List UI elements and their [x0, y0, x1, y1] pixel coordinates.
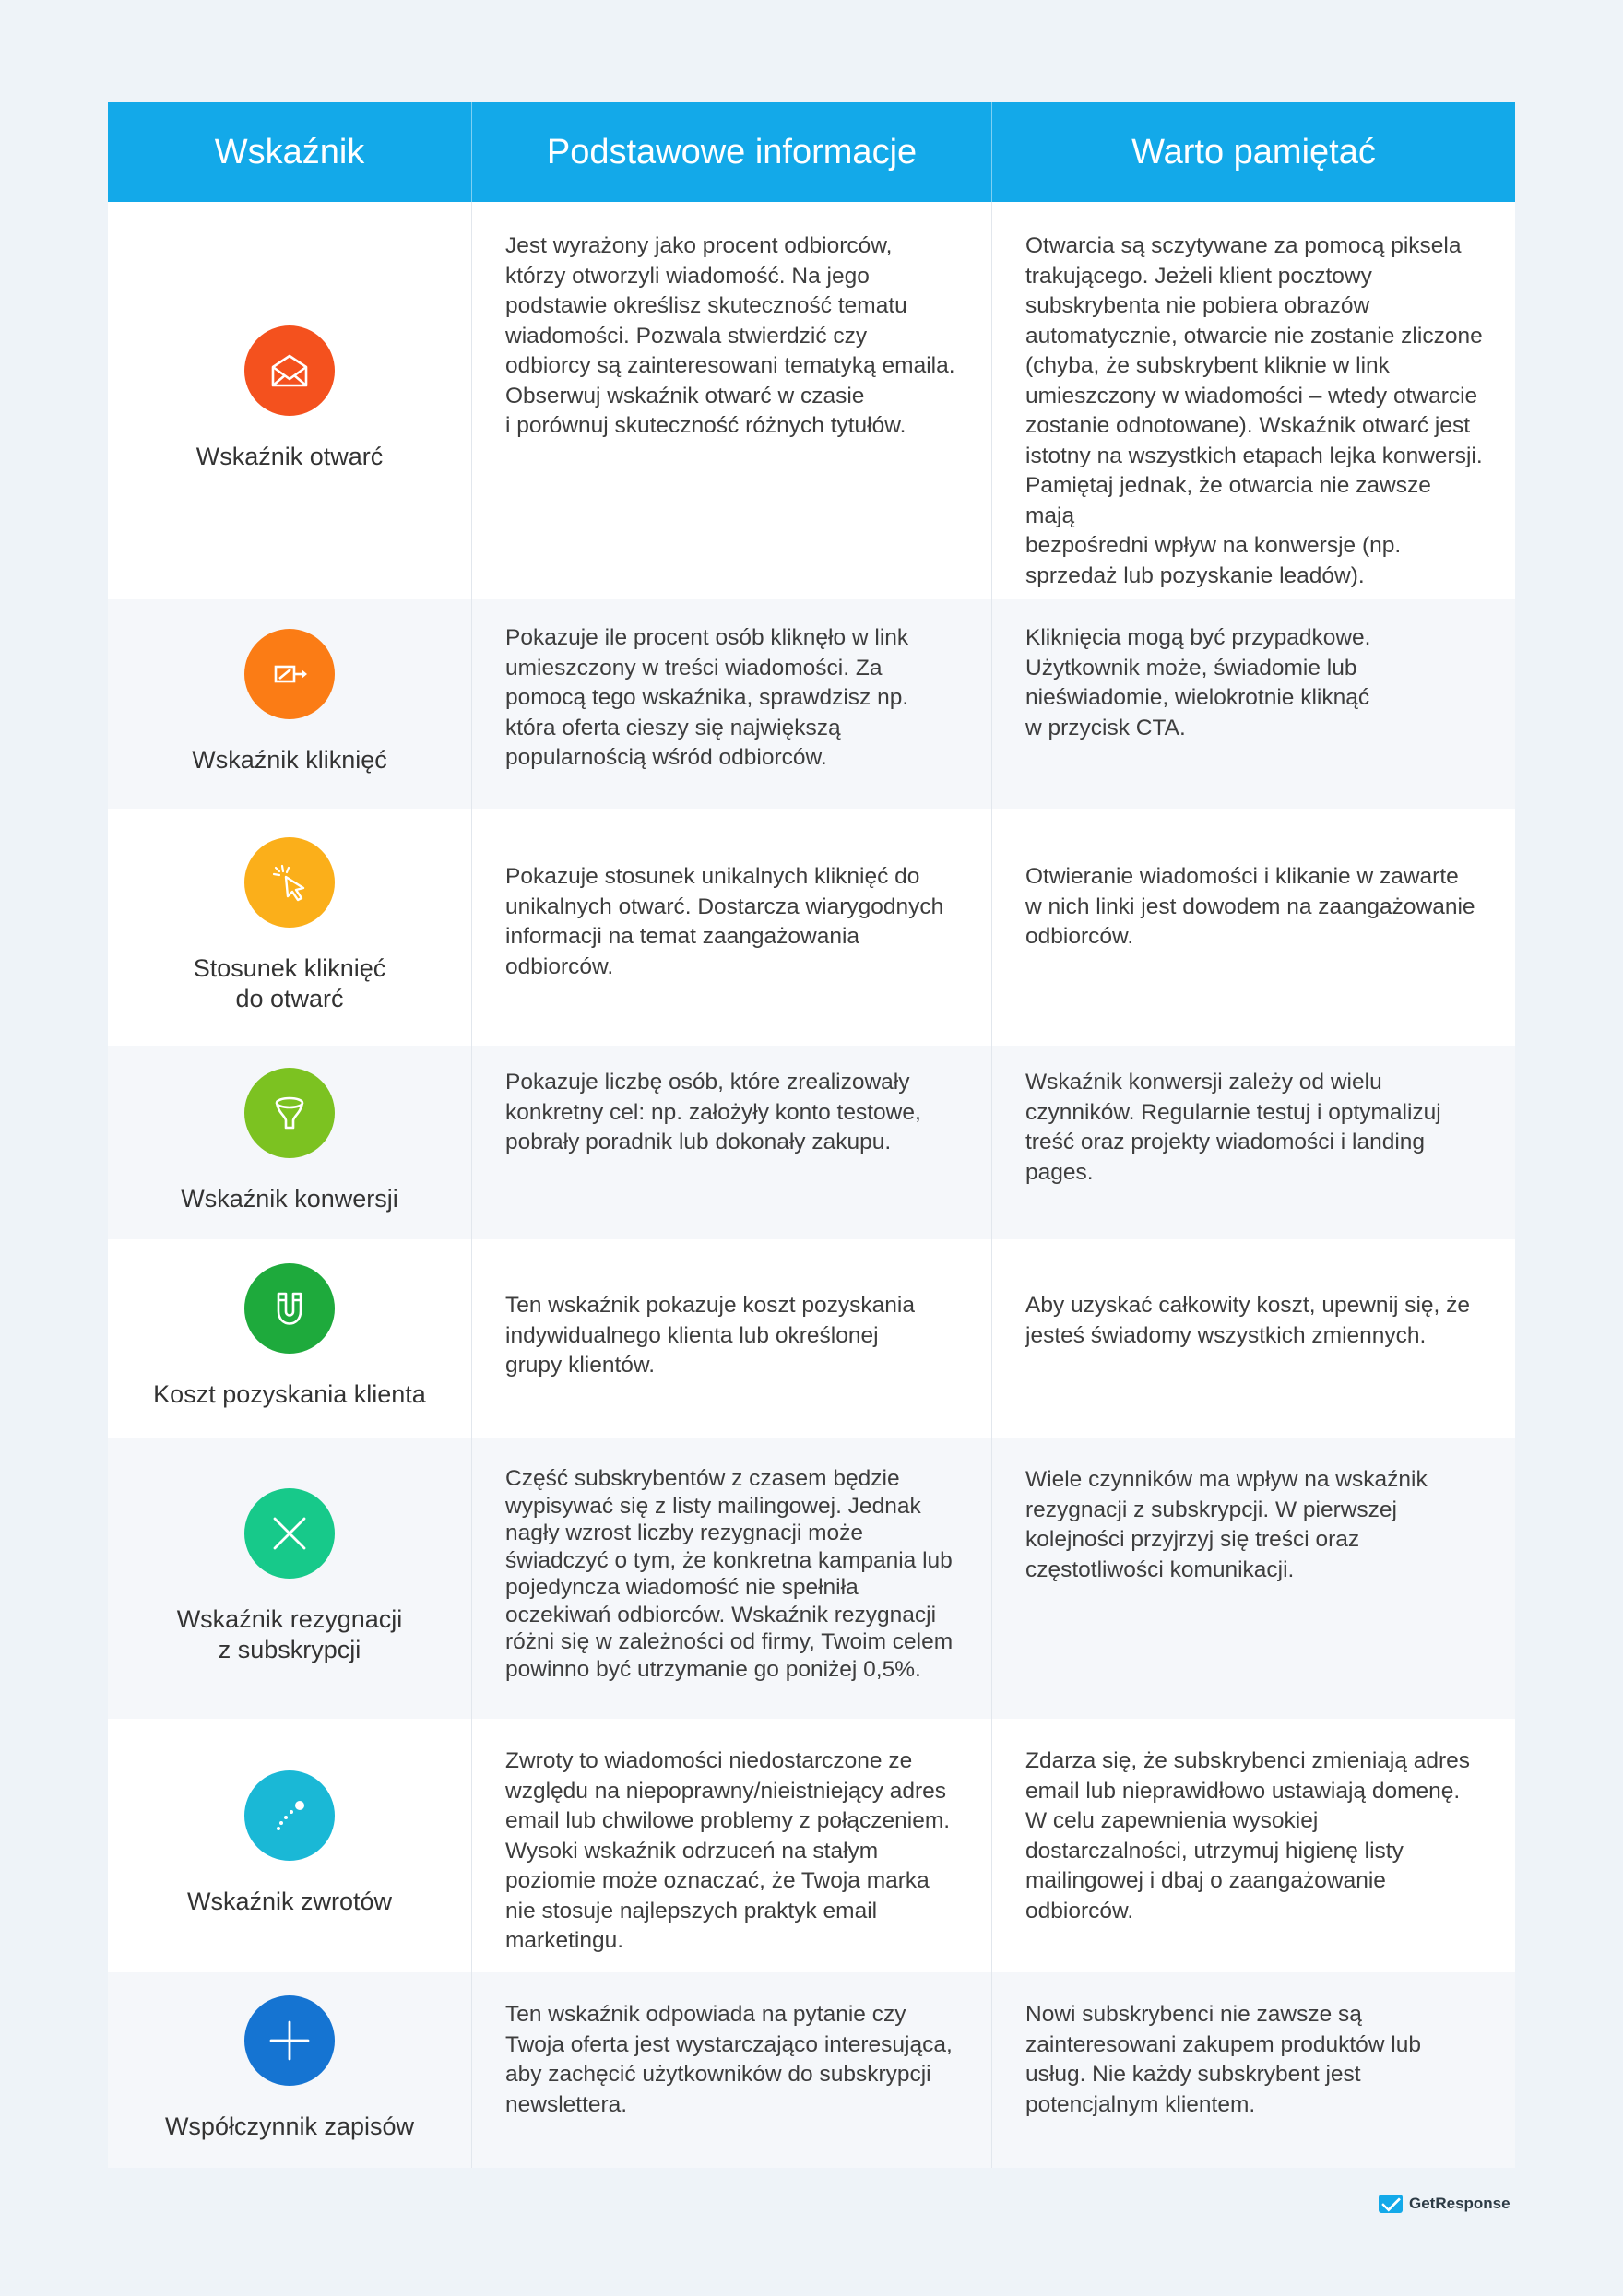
basic-info-text: Ten wskaźnik pokazuje koszt pozyskania indywidualnego klienta lub określonej grupy klientów. — [472, 1239, 992, 1438]
table-row — [108, 1972, 1515, 2168]
magnet-icon — [244, 1263, 335, 1354]
cursor-click-icon — [244, 837, 335, 928]
header-basic-info: Podstawowe informacje — [472, 102, 992, 202]
basic-info-text: Pokazuje stosunek unikalnych kliknięć do unikalnych otwarć. Dostarcza wiarygodnych informacji na temat zaangażowania odbiorców. — [472, 809, 992, 1046]
metric-cell — [108, 1239, 472, 1438]
table-row — [108, 1719, 1515, 1972]
basic-info-text: Jest wyrażony jako procent odbiorców, którzy otworzyli wiadomość. Na jego podstawie określisz skuteczność tematu wiadomości. Pozwala stwierdzić czy odbiorcy są zainteresowani tematyką emaila. Obserwuj wskaźnik otwarć w czasie i porównuj skuteczność różnych tytułów. — [472, 202, 992, 599]
metric-name: Współczynnik zapisów — [164, 2112, 415, 2140]
close-x-icon — [244, 1488, 335, 1579]
worth-remembering-text: Wskaźnik konwersji zależy od wielu czynników. Regularnie testuj i optymalizuj treść oraz projekty wiadomości i landing pages. — [1025, 1070, 1441, 1185]
basic-info-text: Pokazuje ile procent osób kliknęło w link umieszczony w treści wiadomości. Za pomocą tego wskaźnika, sprawdzisz np. która oferta cieszy się największą popularnością wśród odbiorców. — [472, 599, 992, 809]
worth-remembering-text: Otwarcia są sczytywane za pomocą piksela trakującego. Jeżeli klient pocztowy subskrybenta nie pobiera obrazów automatycznie, otwarcie nie zostanie zliczone (chyba, że subskrybent kliknie w link umieszczony w wiadomości – wtedy otwarcie zostanie odnotowane). Wskaźnik otwarć jest istotny na wszystkich etapach lejka konwersji. Pamiętaj jednak, że otwarcia nie zawsze mają bezpośredni wpływ na konwersje (np. sprzedaż lub pozyskanie leadów). — [1025, 233, 1483, 588]
basic-info-text: Ten wskaźnik odpowiada na pytanie czy Twoja oferta jest wystarczająco interesująca, aby zachęcić użytkowników do subskrypcji newslettera. — [472, 1972, 992, 2168]
metric-name: Wskaźnik otwarć — [195, 443, 384, 470]
worth-remembering-text: Aby uzyskać całkowity koszt, upewnij się, że jesteś świadomy wszystkich zmiennych. — [1025, 1293, 1471, 1348]
worth-remembering-text: Kliknięcia mogą być przypadkowe. Użytkownik może, świadomie lub nieświadomie, wielokrotnie kliknąć w przycisk CTA. — [1025, 625, 1371, 740]
link-click-icon — [244, 629, 335, 719]
table-header — [108, 102, 1515, 202]
metric-cell — [108, 1438, 472, 1719]
metric-cell — [108, 1972, 472, 2168]
worth-remembering-text: Nowi subskrybenci nie zawsze są zainteresowani zakupem produktów lub usług. Nie każdy subskrybent jest potencjalnym klientem. — [1025, 2002, 1421, 2117]
metric-name: Koszt pozyskania klienta — [153, 1380, 426, 1408]
table-row — [108, 1239, 1515, 1438]
basic-info-text: Pokazuje liczbę osób, które zrealizowały konkretny cel: np. założyły konto testowe, pobrały poradnik lub dokonały zakupu. — [472, 1046, 992, 1239]
metric-name: Wskaźnik zwrotów — [186, 1888, 393, 1915]
table-row — [108, 599, 1515, 809]
basic-info-text: Część subskrybentów z czasem będzie wypisywać się z listy mailingowej. Jednak nagły wzrost liczby rezygnacji może świadczyć o tym, że konkretna kampania lub pojedyncza wiadomość nie spełniła oczekiwań odbiorców. Wskaźnik rezygnacji różni się w zależności od firmy, Twoim celem powinno być utrzymanie go poniżej 0,5%. — [472, 1438, 992, 1719]
metrics-table — [108, 102, 1515, 2168]
metric-cell — [108, 1046, 472, 1239]
getresponse-logo — [1379, 2195, 1510, 2213]
worth-remembering-text: Otwieranie wiadomości i klikanie w zawarte w nich linki jest dowodem na zaangażowanie odbiorców. — [1025, 864, 1475, 949]
metric-name: Wskaźnik kliknięć — [192, 746, 387, 774]
worth-remembering-text: Wiele czynników ma wpływ na wskaźnik rezygnacji z subskrypcji. W pierwszej kolejności przyjrzyj się treści oraz częstotliwości komunikacji. — [1025, 1467, 1428, 1582]
funnel-icon — [244, 1068, 335, 1158]
metric-cell — [108, 599, 472, 809]
metric-cell — [108, 1719, 472, 1972]
basic-info-text: Zwroty to wiadomości niedostarczone ze względu na niepoprawny/nieistniejący adres email lub chwilowe problemy z połączeniem. Wysoki wskaźnik odrzuceń na stałym poziomie może oznaczać, że Twoja marka nie stosuje najlepszych praktyk email marketingu. — [472, 1719, 992, 1972]
metric-name: Stosunek kliknięć do otwarć — [193, 953, 386, 1012]
table-row — [108, 1438, 1515, 1719]
header-worth-remembering: Warto pamiętać — [1131, 132, 1376, 172]
metric-name: Wskaźnik konwersji — [181, 1184, 398, 1213]
table-row — [108, 809, 1515, 1046]
metric-name: Wskaźnik rezygnacji z subskrypcji — [176, 1604, 403, 1663]
metric-cell — [108, 809, 472, 1046]
envelope-logo-icon — [1379, 2195, 1403, 2213]
envelope-icon — [244, 325, 335, 416]
plus-icon — [244, 1995, 335, 2086]
table-row — [108, 202, 1515, 599]
bounce-icon — [244, 1770, 335, 1861]
worth-remembering-text: Zdarza się, że subskrybenci zmieniają adres email lub nieprawidłowo ustawiają domenę. W celu zapewnienia wysokiej dostarczalności, utrzymuj higienę listy mailingowej i dbaj o zaangażowanie odbiorców. — [1025, 1748, 1471, 1923]
logo-text: GetResponse — [1409, 2195, 1510, 2212]
header-metric: Wskaźnik — [108, 102, 472, 202]
metric-cell — [108, 202, 472, 599]
table-row — [108, 1046, 1515, 1239]
